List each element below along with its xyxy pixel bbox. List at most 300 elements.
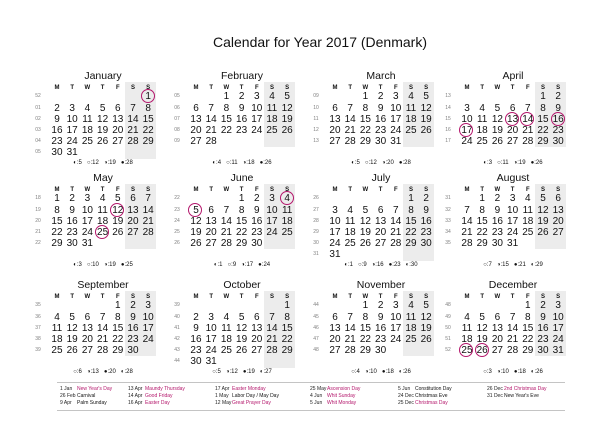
moon-separator: :: [107, 262, 110, 268]
day-cell: 7: [393, 204, 399, 216]
day-cell: 21: [461, 227, 473, 238]
day-cell: 13: [127, 204, 139, 216]
legend-name: Whit Monday: [327, 400, 357, 406]
moon-phase: [212, 369, 221, 375]
legend-date: 5 Jun: [310, 400, 323, 406]
moon-phase-day: 18: [387, 369, 394, 375]
day-cell: 1: [479, 193, 485, 205]
moon-phase: [121, 160, 133, 166]
first-quarter-moon-icon: ◐: [259, 369, 264, 375]
moon-phase: [406, 262, 418, 268]
moon-phase: [87, 262, 99, 268]
day-cell: 2: [238, 91, 245, 103]
day-cell: 2: [377, 300, 384, 312]
moon-separator: :: [385, 160, 388, 166]
moon-phase: [121, 369, 133, 375]
week-number: 37: [35, 324, 41, 331]
day-cell: 8: [238, 204, 245, 216]
weekday-header: T: [378, 85, 383, 91]
moon-phase: [228, 262, 237, 268]
day-cell: 21: [266, 334, 278, 345]
weekday-header: M: [332, 85, 338, 91]
week-number: 42: [174, 336, 180, 342]
day-cell: 17: [142, 322, 154, 334]
day-cell: 27: [552, 227, 564, 238]
day-cell: 28: [220, 238, 232, 250]
weekday-header: S: [146, 294, 151, 300]
moon-phase: [104, 369, 116, 375]
legend-name: Great Prayer Day: [232, 400, 271, 406]
day-cell: 25: [220, 345, 232, 357]
day-cell: 8: [408, 204, 414, 216]
weekday-header: S: [556, 187, 561, 193]
moon-phase-day: 16: [376, 262, 384, 268]
month-december: [442, 277, 584, 377]
day-cell: 1: [284, 300, 290, 312]
weekday-header: S: [130, 294, 135, 300]
day-cell: 5: [115, 193, 121, 205]
full-moon-icon: ○: [358, 262, 362, 268]
legend-date: 13 Apr: [128, 386, 143, 392]
day-cell: 28: [127, 136, 139, 148]
moon-phase: [260, 369, 272, 375]
weekday-header: S: [269, 294, 274, 300]
weekday-header: F: [254, 294, 259, 300]
weekday-header: T: [510, 294, 515, 300]
holiday-day: 14: [520, 114, 535, 125]
day-cell: 27: [127, 227, 139, 238]
day-cell: 28: [461, 238, 473, 250]
weekday-header: S: [285, 187, 290, 193]
week-number: 35: [35, 302, 41, 309]
moon-separator: :: [216, 160, 218, 166]
day-cell: 10: [251, 102, 263, 114]
day-cell: 27: [375, 238, 387, 250]
legend-date: 16 Apr: [128, 400, 143, 406]
day-cell: 29: [112, 345, 124, 357]
day-cell: 3: [464, 102, 470, 114]
day-cell: 11: [405, 311, 417, 323]
legend-date: 25 May: [310, 386, 327, 392]
moon-phase-day: 10: [92, 262, 99, 268]
day-cell: 24: [251, 125, 263, 136]
day-cell: 2: [193, 311, 199, 323]
day-cell: 22: [405, 227, 417, 238]
day-cell: 5: [423, 300, 429, 312]
day-cell: 18: [97, 215, 109, 227]
day-cell: 11: [281, 204, 293, 216]
moon-phase-day: 28: [126, 160, 133, 166]
legend-name: Christmas Eve: [415, 393, 448, 399]
day-cell: 4: [84, 102, 91, 114]
moon-phase-day: 26: [535, 160, 543, 166]
week-number: 13: [445, 93, 451, 100]
day-cell: 23: [420, 227, 432, 238]
week-number: 08: [174, 127, 180, 133]
week-number: 05: [174, 93, 180, 100]
week-number: 13: [313, 138, 319, 145]
first-quarter-moon-icon: ◐: [212, 160, 217, 166]
weekday-header: M: [464, 85, 470, 91]
last-quarter-moon-icon: ◑: [86, 369, 91, 375]
month-name: October: [223, 279, 261, 291]
day-cell: 4: [99, 193, 106, 205]
weekday-header: S: [285, 294, 290, 300]
moon-separator: :: [500, 160, 503, 166]
legend-entry: [398, 400, 452, 407]
legend-entry: [128, 393, 185, 400]
weekday-header: T: [510, 187, 515, 193]
day-cell: 30: [66, 238, 78, 250]
day-cell: 23: [66, 227, 78, 238]
day-cell: 23: [190, 345, 202, 357]
moon-phase-day: 3: [78, 262, 82, 268]
moon-phase-day: 25: [126, 262, 133, 268]
day-cell: 3: [332, 204, 338, 216]
day-cell: 25: [266, 125, 278, 136]
day-cell: 16: [127, 322, 139, 334]
moon-phase-day: 10: [502, 369, 509, 375]
day-cell: 17: [390, 113, 402, 125]
day-cell: 10: [66, 113, 78, 125]
day-cell: 23: [251, 227, 263, 238]
month-july: [310, 170, 452, 270]
week-number: 12: [313, 127, 319, 133]
day-cell: 3: [555, 300, 561, 312]
week-number: 01: [35, 104, 41, 111]
day-cell: 9: [130, 311, 136, 323]
moon-separator: :: [534, 160, 536, 166]
full-moon-icon: ○: [364, 160, 369, 166]
moon-phase: [104, 160, 116, 166]
day-cell: 24: [142, 334, 154, 345]
day-cell: 8: [54, 204, 60, 216]
full-moon-icon: ○: [86, 262, 91, 268]
day-cell: 14: [97, 322, 109, 334]
week-number: 28: [313, 217, 319, 224]
day-cell: 20: [491, 334, 503, 345]
day-cell: 31: [66, 147, 78, 159]
day-cell: 7: [464, 204, 470, 216]
weekday-header: T: [209, 187, 214, 193]
legend-name: Labor Day / May Day: [232, 393, 279, 399]
moon-separator: :: [392, 262, 394, 268]
day-cell: 10: [266, 204, 278, 216]
day-cell: 22: [142, 125, 154, 136]
legend-date: 1 Jan: [60, 386, 73, 392]
first-quarter-moon-icon: ◐: [483, 160, 488, 166]
week-number: 15: [445, 115, 451, 122]
moon-phase-day: 24: [263, 262, 271, 268]
day-cell: 30: [375, 345, 387, 357]
moon-phase: [483, 160, 492, 166]
month-september: [32, 277, 174, 377]
day-cell: 8: [145, 102, 151, 114]
day-cell: 7: [99, 311, 106, 323]
moon-separator: :: [361, 262, 364, 268]
day-cell: 12: [97, 113, 109, 125]
new-moon-icon: ●: [513, 369, 518, 375]
week-number: 35: [445, 240, 451, 247]
weekday-header: T: [209, 85, 214, 91]
day-cell: 7: [347, 311, 353, 323]
moon-phases: [442, 159, 584, 167]
weekday-header: T: [100, 85, 105, 91]
legend-date: 1 May: [215, 393, 229, 399]
day-cell: 16: [51, 125, 63, 136]
weekday-header: S: [540, 294, 545, 300]
day-cell: 15: [220, 113, 232, 125]
day-cell: 13: [251, 322, 263, 334]
day-cell: 12: [359, 215, 371, 227]
moon-phase-day: 11: [502, 160, 509, 166]
day-cell: 14: [390, 215, 402, 227]
moon-separator: :: [246, 160, 248, 166]
day-cell: 7: [145, 193, 151, 205]
moon-separator: :: [246, 369, 249, 375]
moon-phase: [214, 262, 223, 268]
moon-phase-day: 29: [536, 262, 543, 268]
day-cell: 11: [522, 204, 533, 216]
full-moon-icon: ○: [227, 262, 232, 268]
day-cell: 10: [205, 322, 217, 334]
month-name: May: [93, 172, 113, 184]
moon-phase-day: 12: [370, 160, 377, 166]
day-cell: 12: [420, 311, 432, 323]
day-cell: 4: [525, 193, 531, 205]
moon-phases: [310, 261, 452, 269]
day-cell: 27: [112, 136, 124, 148]
day-cell: 31: [205, 356, 217, 368]
legend-entry: [215, 400, 279, 407]
moon-phase-day: 13: [92, 369, 99, 375]
legend-entry: [398, 386, 452, 393]
moon-phase-day: 6: [78, 369, 82, 375]
day-cell: 31: [390, 136, 402, 148]
moon-phase-day: 20: [387, 160, 394, 166]
day-cell: 24: [390, 125, 402, 136]
legend-column: [215, 386, 279, 407]
weekday-header: T: [100, 187, 105, 193]
legend-date: 24 Dec: [398, 393, 414, 399]
week-number: 11: [313, 115, 319, 122]
day-cell: 11: [221, 322, 232, 334]
day-cell: 22: [522, 334, 534, 345]
day-cell: 2: [69, 193, 75, 205]
day-cell: 1: [362, 91, 369, 103]
month-april: [442, 68, 584, 168]
day-cell: 4: [347, 204, 353, 216]
day-cell: 6: [377, 204, 384, 216]
day-cell: 6: [115, 102, 121, 114]
week-number: 27: [313, 206, 319, 213]
day-cell: 15: [537, 113, 549, 125]
legend-name: Christmas Day: [415, 400, 448, 406]
day-cell: 15: [112, 322, 124, 334]
moon-phase: [358, 262, 367, 268]
week-number: 26: [313, 195, 319, 202]
weekday-header: T: [348, 85, 353, 91]
weekday-header: W: [84, 294, 91, 300]
day-cell: 22: [220, 125, 232, 136]
day-cell: 16: [190, 334, 202, 345]
weekday-header: F: [393, 187, 398, 193]
day-cell: 26: [359, 238, 371, 250]
month-name: June: [230, 172, 254, 184]
last-quarter-moon-icon: ◑: [496, 262, 501, 268]
new-moon-icon: ●: [398, 160, 403, 166]
week-number: 22: [35, 240, 41, 247]
day-cell: 14: [266, 322, 278, 334]
day-cell: 24: [507, 227, 519, 238]
full-moon-icon: ○: [226, 160, 230, 166]
legend-name: Constitution Day: [415, 386, 452, 392]
day-cell: 10: [507, 204, 519, 216]
day-cell: 21: [220, 227, 232, 238]
day-cell: 8: [115, 311, 121, 323]
day-cell: 21: [344, 334, 356, 345]
legend-name: Whit Sunday: [327, 393, 356, 399]
weekday-header: M: [464, 187, 470, 193]
legend-entry: [60, 386, 112, 393]
week-number: 05: [35, 149, 41, 156]
full-moon-icon: ○: [483, 369, 487, 375]
day-cell: 7: [269, 311, 275, 323]
weekday-header: S: [269, 85, 274, 91]
weekday-header: W: [362, 187, 369, 193]
day-cell: 17: [390, 322, 402, 334]
moon-phase-day: 26: [404, 369, 411, 375]
weekday-header: M: [332, 294, 338, 300]
day-cell: 9: [193, 322, 199, 334]
day-cell: 25: [522, 227, 534, 238]
day-cell: 7: [509, 311, 516, 323]
week-number: 41: [174, 324, 180, 331]
day-cell: 23: [127, 334, 139, 345]
week-number: 49: [445, 313, 451, 320]
weekday-header: F: [115, 294, 120, 300]
day-cell: 29: [236, 238, 248, 250]
week-number: 03: [35, 127, 41, 133]
day-cell: 7: [208, 102, 214, 114]
weekday-header: S: [130, 187, 135, 193]
day-cell: 11: [82, 113, 93, 125]
first-quarter-moon-icon: ◐: [405, 262, 410, 268]
moon-phase-day: 4: [217, 160, 222, 166]
legend-name: Good Friday: [145, 393, 173, 399]
moon-phase-day: 12: [231, 369, 238, 375]
day-cell: 8: [540, 102, 546, 114]
moon-separator: :: [90, 262, 93, 268]
day-cell: 17: [329, 227, 341, 238]
holiday-day: 16: [551, 114, 566, 125]
moon-phase-day: 5: [217, 369, 221, 375]
week-number: 34: [445, 229, 451, 235]
day-cell: 21: [127, 125, 139, 136]
moon-separator: :: [348, 262, 350, 268]
day-cell: 13: [81, 322, 93, 334]
day-cell: 18: [266, 113, 278, 125]
weekday-header: W: [223, 187, 230, 193]
moon-separator: :: [368, 160, 371, 166]
month-name: December: [488, 279, 538, 291]
last-quarter-moon-icon: ◑: [364, 369, 369, 375]
weekday-header: M: [332, 187, 338, 193]
day-cell: 27: [329, 345, 341, 357]
week-number: 31: [445, 195, 451, 202]
moon-separator: :: [486, 369, 489, 375]
moon-phases: [171, 368, 313, 376]
day-cell: 4: [408, 91, 414, 103]
day-cell: 24: [329, 238, 341, 250]
moon-phase: [483, 369, 492, 375]
moon-phases: [310, 159, 452, 167]
day-cell: 22: [359, 334, 371, 345]
moon-phase-day: 27: [265, 369, 272, 375]
weekday-header: S: [424, 85, 429, 91]
day-cell: 22: [359, 125, 371, 136]
moon-separator: :: [375, 262, 377, 268]
week-number: 33: [445, 217, 451, 224]
weekday-header: M: [193, 85, 199, 91]
month-february: [171, 68, 313, 168]
day-cell: 24: [461, 136, 473, 148]
day-cell: 26: [420, 334, 432, 345]
week-number: 02: [35, 115, 41, 122]
day-cell: 12: [236, 322, 248, 334]
moon-phase: [73, 369, 82, 375]
weekday-header: S: [556, 85, 561, 91]
day-cell: 27: [81, 345, 93, 357]
day-cell: 25: [81, 136, 93, 148]
day-cell: 26: [281, 125, 293, 136]
moon-separator: :: [217, 262, 220, 268]
week-number: 18: [35, 195, 41, 202]
weekday-header: W: [84, 187, 91, 193]
day-cell: 15: [142, 113, 154, 125]
day-cell: 12: [420, 102, 432, 114]
week-number: 16: [445, 127, 451, 133]
week-number: 43: [174, 347, 180, 354]
day-cell: 19: [281, 113, 293, 125]
legend-name: Carnival: [77, 393, 96, 399]
day-cell: 26: [66, 345, 78, 357]
moon-phase: [121, 262, 133, 268]
day-cell: 11: [476, 113, 488, 125]
moon-separator: :: [124, 262, 127, 268]
day-cell: 30: [251, 238, 263, 250]
day-cell: 10: [461, 113, 473, 125]
moon-phase-day: 19: [518, 160, 526, 166]
new-moon-icon: ●: [381, 369, 386, 375]
day-cell: 7: [223, 204, 230, 216]
day-cell: 28: [344, 136, 356, 148]
day-cell: 16: [420, 215, 432, 227]
moon-phase-day: 20: [109, 369, 116, 375]
weekday-header: S: [540, 85, 545, 91]
day-cell: 18: [344, 227, 356, 238]
day-cell: 14: [344, 113, 356, 125]
day-cell: 9: [254, 204, 260, 216]
weekday-header: S: [146, 85, 151, 91]
holiday-day: 13: [505, 114, 520, 125]
holiday-day: 17: [459, 125, 474, 136]
day-cell: 5: [99, 102, 106, 114]
moon-separator: :: [354, 160, 357, 166]
day-cell: 15: [522, 322, 534, 334]
legend-entry: [128, 386, 185, 393]
day-cell: 2: [423, 193, 429, 205]
